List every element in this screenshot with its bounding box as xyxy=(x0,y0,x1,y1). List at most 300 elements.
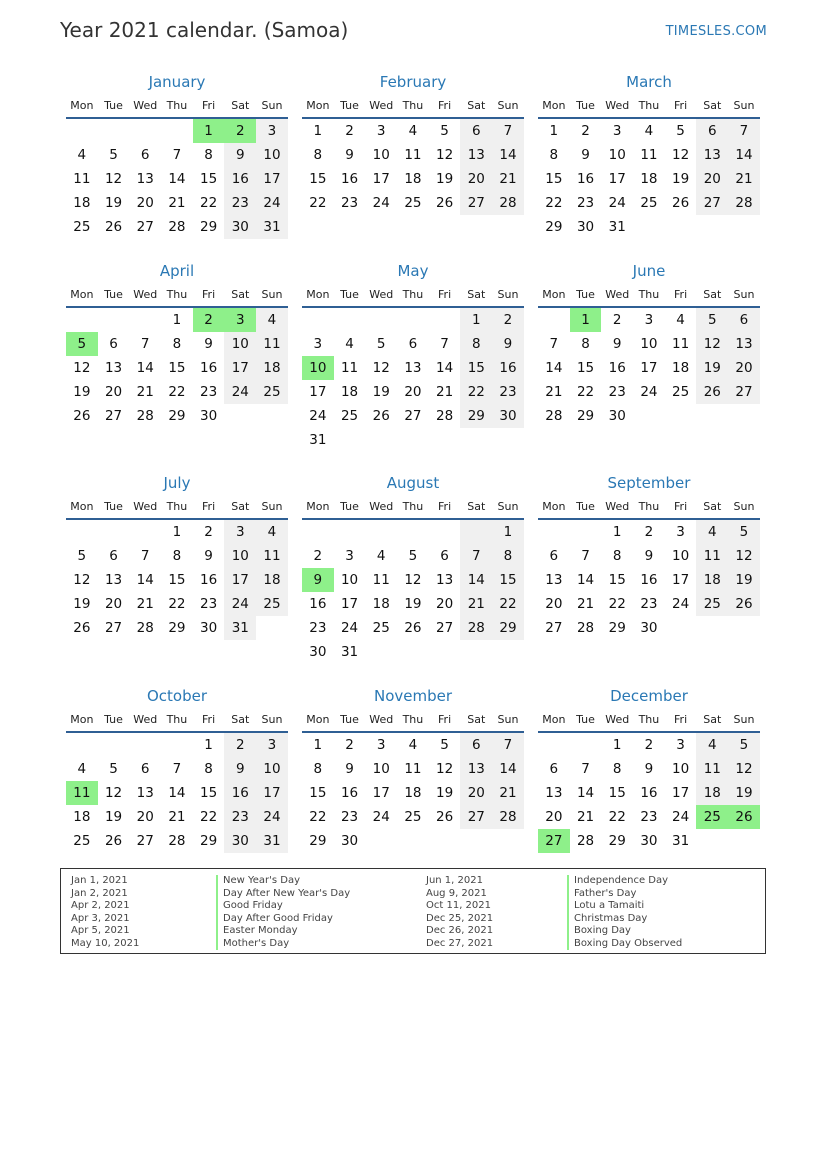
holiday-day-cell: 5 xyxy=(66,332,98,356)
holiday-date: Aug 9, 2021 xyxy=(426,887,487,899)
holiday-date: Dec 26, 2021 xyxy=(426,925,494,936)
day-cell: 31 xyxy=(340,644,359,660)
day-cell: 16 xyxy=(200,360,218,376)
day-cell: 30 xyxy=(309,644,327,660)
day-cell: 14 xyxy=(168,785,186,801)
month-november xyxy=(302,686,524,886)
day-grid xyxy=(66,520,288,640)
weekday-label: Mon xyxy=(70,98,94,112)
day-cell: 15 xyxy=(460,356,492,380)
day-cell: 8 xyxy=(204,761,213,777)
day-cell: 19 xyxy=(73,596,91,612)
day-cell: 18 xyxy=(340,384,359,400)
day-cell: 9 xyxy=(612,336,622,352)
holiday-date: Dec 27, 2021 xyxy=(426,937,494,949)
month-name: September xyxy=(607,474,691,492)
day-cell: 19 xyxy=(73,384,91,400)
day-cell: 6 xyxy=(140,147,150,163)
day-cell: 17 xyxy=(224,568,256,592)
day-cell: 14 xyxy=(136,360,154,376)
day-cell: 25 xyxy=(404,195,422,211)
day-cell: 3 xyxy=(676,524,685,540)
day-cell: 15 xyxy=(309,785,327,801)
month-name: December xyxy=(610,687,688,705)
weekday-label: Wed xyxy=(133,98,158,112)
day-cell: 19 xyxy=(696,356,728,380)
day-cell: 14 xyxy=(492,757,524,781)
weekday-label: Mon xyxy=(306,712,330,726)
holiday-day-cell: 26 xyxy=(728,805,760,829)
day-cell: 21 xyxy=(576,596,595,612)
weekday-label: Mon xyxy=(542,499,566,513)
day-cell: 17 xyxy=(672,785,690,801)
weekday-label: Sat xyxy=(467,287,486,301)
weekday-label: Sat xyxy=(467,712,486,726)
day-cell: 4 xyxy=(77,761,87,777)
weekday-label: Thu xyxy=(402,712,424,726)
day-cell: 12 xyxy=(672,147,690,163)
day-cell: 22 xyxy=(168,596,186,612)
day-grid xyxy=(538,308,760,428)
day-cell: 6 xyxy=(140,761,150,777)
day-cell: 3 xyxy=(345,548,354,564)
empty-cell xyxy=(129,119,161,143)
day-cell: 11 xyxy=(404,761,422,777)
day-cell: 22 xyxy=(200,195,218,211)
weekday-header xyxy=(66,494,288,520)
day-cell: 29 xyxy=(608,620,626,636)
empty-cell xyxy=(161,733,193,757)
day-cell: 27 xyxy=(104,620,123,636)
weekday-label: Fri xyxy=(202,98,216,112)
month-december xyxy=(538,686,760,886)
holiday-date: Oct 11, 2021 xyxy=(426,900,491,911)
day-cell: 4 xyxy=(376,548,386,564)
weekday-label: Thu xyxy=(402,499,424,513)
weekday-label: Thu xyxy=(638,287,660,301)
day-cell: 3 xyxy=(644,312,654,328)
empty-cell xyxy=(429,308,461,332)
day-cell: 9 xyxy=(644,548,654,564)
weekday-label: Fri xyxy=(674,499,688,513)
weekday-label: Fri xyxy=(438,287,452,301)
day-cell: 30 xyxy=(640,620,658,636)
day-cell: 10 xyxy=(608,147,626,163)
holiday-list xyxy=(60,868,766,954)
month-name: November xyxy=(373,687,453,705)
day-cell: 25 xyxy=(256,380,288,404)
holiday-date: Jun 1, 2021 xyxy=(426,875,483,886)
day-cell: 23 xyxy=(340,195,359,211)
day-grid xyxy=(302,308,524,452)
day-cell: 13 xyxy=(460,143,492,167)
day-cell: 14 xyxy=(728,143,760,167)
day-cell: 15 xyxy=(168,360,186,376)
day-cell: 13 xyxy=(545,572,563,588)
day-cell: 24 xyxy=(224,592,256,616)
day-cell: 23 xyxy=(340,809,359,825)
weekday-label: Wed xyxy=(605,98,630,112)
weekday-label: Sun xyxy=(733,287,755,301)
day-cell: 23 xyxy=(640,809,658,825)
holiday-name: Mother's Day xyxy=(216,938,350,951)
day-cell: 1 xyxy=(612,737,622,753)
day-cell: 2 xyxy=(581,123,590,139)
day-cell: 2 xyxy=(345,123,354,139)
day-cell: 28 xyxy=(576,833,595,849)
day-cell: 19 xyxy=(436,171,454,187)
weekday-label: Wed xyxy=(369,712,394,726)
day-cell: 13 xyxy=(545,785,563,801)
day-cell: 7 xyxy=(728,119,760,143)
day-cell: 26 xyxy=(728,592,760,616)
day-cell: 20 xyxy=(545,809,563,825)
day-cell: 17 xyxy=(309,384,327,400)
day-cell: 31 xyxy=(672,833,690,849)
day-cell: 17 xyxy=(608,171,626,187)
holiday-name: New Year's Day xyxy=(216,875,350,888)
month-name: July xyxy=(163,474,191,492)
weekday-label: Wed xyxy=(369,287,394,301)
day-cell: 25 xyxy=(404,809,422,825)
weekday-label: Tue xyxy=(576,98,595,112)
day-cell: 26 xyxy=(73,408,91,424)
day-cell: 27 xyxy=(136,833,154,849)
day-cell: 6 xyxy=(549,761,559,777)
day-cell: 25 xyxy=(372,620,390,636)
empty-cell xyxy=(302,308,334,332)
day-cell: 13 xyxy=(436,572,454,588)
weekday-label: Mon xyxy=(542,712,566,726)
day-cell: 6 xyxy=(440,548,449,564)
day-cell: 15 xyxy=(200,171,218,187)
day-cell: 12 xyxy=(104,171,123,187)
day-cell: 16 xyxy=(224,167,256,191)
empty-cell xyxy=(66,119,98,143)
year-calendar xyxy=(66,72,761,886)
day-cell: 11 xyxy=(640,147,658,163)
day-cell: 6 xyxy=(696,119,728,143)
day-cell: 12 xyxy=(372,360,390,376)
holiday-day-cell: 3 xyxy=(224,308,256,332)
day-cell: 5 xyxy=(728,520,760,544)
weekday-label: Sat xyxy=(703,499,722,513)
day-cell: 23 xyxy=(224,191,256,215)
weekday-label: Tue xyxy=(576,287,595,301)
weekday-label: Thu xyxy=(638,712,660,726)
weekday-label: Fri xyxy=(438,712,452,726)
day-cell: 7 xyxy=(140,548,150,564)
day-cell: 5 xyxy=(440,123,449,139)
day-cell: 5 xyxy=(109,761,118,777)
day-cell: 11 xyxy=(73,171,91,187)
day-cell: 26 xyxy=(372,408,390,424)
day-cell: 10 xyxy=(640,336,658,352)
empty-cell xyxy=(98,308,130,332)
day-cell: 21 xyxy=(728,167,760,191)
day-cell: 9 xyxy=(581,147,590,163)
day-cell: 26 xyxy=(104,219,123,235)
day-cell: 1 xyxy=(549,123,559,139)
day-cell: 18 xyxy=(372,596,390,612)
day-grid xyxy=(302,119,524,215)
weekday-label: Mon xyxy=(70,499,94,513)
day-cell: 6 xyxy=(408,336,418,352)
holiday-date: Jan 1, 2021 xyxy=(71,875,128,886)
day-cell: 4 xyxy=(256,308,288,332)
month-april xyxy=(66,261,288,473)
day-cell: 8 xyxy=(172,548,182,564)
day-cell: 10 xyxy=(256,143,288,167)
weekday-label: Sun xyxy=(497,712,519,726)
day-cell: 4 xyxy=(676,312,685,328)
day-cell: 5 xyxy=(109,147,118,163)
empty-cell xyxy=(570,733,602,757)
day-cell: 4 xyxy=(77,147,87,163)
day-cell: 30 xyxy=(640,833,658,849)
weekday-label: Thu xyxy=(402,287,424,301)
day-cell: 13 xyxy=(404,360,422,376)
holiday-day-cell: 9 xyxy=(302,568,334,592)
day-cell: 29 xyxy=(200,219,218,235)
empty-cell xyxy=(570,520,602,544)
weekday-label: Sun xyxy=(497,287,519,301)
day-cell: 31 xyxy=(224,616,256,640)
weekday-label: Thu xyxy=(166,98,188,112)
day-cell: 1 xyxy=(612,524,622,540)
day-cell: 3 xyxy=(256,119,288,143)
day-cell: 28 xyxy=(545,408,563,424)
weekday-label: Sun xyxy=(733,98,755,112)
day-cell: 16 xyxy=(200,572,218,588)
weekday-label: Fri xyxy=(674,712,688,726)
day-cell: 31 xyxy=(608,219,626,235)
day-cell: 22 xyxy=(545,195,563,211)
day-cell: 15 xyxy=(168,572,186,588)
day-cell: 10 xyxy=(672,548,690,564)
day-cell: 10 xyxy=(372,147,390,163)
day-cell: 22 xyxy=(608,596,626,612)
day-cell: 5 xyxy=(696,308,728,332)
day-cell: 4 xyxy=(256,520,288,544)
day-cell: 20 xyxy=(696,167,728,191)
empty-cell xyxy=(397,520,429,544)
holiday-date: Apr 3, 2021 xyxy=(71,912,130,924)
holiday-date: Apr 5, 2021 xyxy=(71,925,130,936)
holiday-day-cell: 27 xyxy=(538,829,570,853)
day-cell: 29 xyxy=(492,616,524,640)
page-title: Year 2021 calendar. (Samoa) xyxy=(60,18,349,42)
holiday-day-cell: 11 xyxy=(66,781,98,805)
holiday-name: Good Friday xyxy=(216,900,350,913)
month-october xyxy=(66,686,288,886)
holiday-day-cell: 2 xyxy=(193,308,225,332)
day-cell: 12 xyxy=(104,785,123,801)
day-cell: 14 xyxy=(545,360,563,376)
weekday-header xyxy=(302,282,524,308)
day-cell: 19 xyxy=(436,785,454,801)
day-cell: 14 xyxy=(492,143,524,167)
day-cell: 7 xyxy=(549,336,559,352)
day-cell: 23 xyxy=(608,384,626,400)
weekday-label: Tue xyxy=(340,499,359,513)
holiday-date: Dec 25, 2021 xyxy=(426,912,494,924)
day-cell: 30 xyxy=(492,404,524,428)
day-cell: 29 xyxy=(168,408,186,424)
day-cell: 1 xyxy=(492,520,524,544)
day-cell: 27 xyxy=(696,191,728,215)
weekday-label: Thu xyxy=(166,712,188,726)
day-cell: 12 xyxy=(73,572,91,588)
day-cell: 8 xyxy=(460,332,492,356)
weekday-header xyxy=(302,494,524,520)
day-cell: 28 xyxy=(168,219,186,235)
day-cell: 5 xyxy=(728,733,760,757)
day-cell: 21 xyxy=(136,384,154,400)
day-cell: 29 xyxy=(576,408,595,424)
weekday-header xyxy=(538,707,760,733)
month-name: January xyxy=(148,73,206,91)
weekday-label: Mon xyxy=(306,287,330,301)
day-cell: 8 xyxy=(549,147,559,163)
weekday-label: Sun xyxy=(261,98,283,112)
weekday-label: Fri xyxy=(202,712,216,726)
day-cell: 21 xyxy=(545,384,563,400)
weekday-label: Mon xyxy=(306,98,330,112)
month-february xyxy=(302,72,524,261)
weekday-label: Tue xyxy=(340,712,359,726)
month-august xyxy=(302,473,524,686)
day-cell: 27 xyxy=(104,408,123,424)
day-cell: 3 xyxy=(313,336,323,352)
day-cell: 30 xyxy=(224,829,256,853)
weekday-label: Mon xyxy=(542,98,566,112)
day-cell: 28 xyxy=(136,620,154,636)
weekday-label: Tue xyxy=(576,712,595,726)
weekday-label: Mon xyxy=(70,287,94,301)
weekday-label: Mon xyxy=(542,287,566,301)
weekday-label: Wed xyxy=(133,287,158,301)
day-cell: 10 xyxy=(224,332,256,356)
day-cell: 30 xyxy=(340,833,359,849)
day-cell: 31 xyxy=(256,829,288,853)
weekday-label: Sun xyxy=(497,98,519,112)
day-cell: 6 xyxy=(549,548,559,564)
day-cell: 25 xyxy=(672,384,690,400)
day-cell: 15 xyxy=(545,171,563,187)
day-cell: 24 xyxy=(309,408,327,424)
day-cell: 11 xyxy=(404,147,422,163)
weekday-label: Sat xyxy=(703,98,722,112)
day-cell: 19 xyxy=(672,171,690,187)
day-cell: 14 xyxy=(576,785,595,801)
holiday-name: Day After Good Friday xyxy=(216,913,350,926)
day-cell: 22 xyxy=(460,380,492,404)
empty-cell xyxy=(66,733,98,757)
month-name: April xyxy=(159,262,195,280)
day-cell: 1 xyxy=(172,312,182,328)
day-cell: 18 xyxy=(73,195,91,211)
day-cell: 1 xyxy=(460,308,492,332)
day-cell: 7 xyxy=(440,336,449,352)
weekday-label: Fri xyxy=(438,499,452,513)
day-cell: 14 xyxy=(460,568,492,592)
day-cell: 1 xyxy=(172,524,182,540)
day-cell: 8 xyxy=(492,544,524,568)
day-cell: 12 xyxy=(728,544,760,568)
day-cell: 19 xyxy=(728,781,760,805)
month-name: February xyxy=(379,73,447,91)
day-cell: 24 xyxy=(372,195,390,211)
weekday-label: Tue xyxy=(104,287,123,301)
day-cell: 9 xyxy=(224,143,256,167)
holiday-day-cell: 1 xyxy=(193,119,225,143)
day-cell: 10 xyxy=(256,757,288,781)
day-cell: 22 xyxy=(309,809,327,825)
day-cell: 21 xyxy=(460,592,492,616)
weekday-label: Sat xyxy=(467,499,486,513)
day-cell: 26 xyxy=(436,809,454,825)
day-cell: 18 xyxy=(73,809,91,825)
day-cell: 23 xyxy=(640,596,658,612)
empty-cell xyxy=(538,520,570,544)
weekday-label: Tue xyxy=(104,98,123,112)
day-cell: 17 xyxy=(340,596,359,612)
day-cell: 30 xyxy=(576,219,595,235)
holiday-dates-column-2 xyxy=(426,875,493,950)
day-cell: 17 xyxy=(372,171,390,187)
day-cell: 2 xyxy=(204,524,213,540)
weekday-label: Sun xyxy=(733,499,755,513)
brand-link[interactable]: TIMESLES.COM xyxy=(665,24,767,39)
day-cell: 28 xyxy=(576,620,595,636)
empty-cell xyxy=(334,520,366,544)
day-grid xyxy=(538,520,760,640)
month-name: May xyxy=(397,262,429,280)
weekday-label: Tue xyxy=(340,98,359,112)
month-name: June xyxy=(632,262,666,280)
day-cell: 2 xyxy=(313,548,323,564)
day-cell: 10 xyxy=(224,544,256,568)
day-cell: 8 xyxy=(612,548,622,564)
day-cell: 8 xyxy=(313,761,323,777)
weekday-header xyxy=(302,707,524,733)
day-cell: 23 xyxy=(309,620,327,636)
weekday-label: Sun xyxy=(261,712,283,726)
day-cell: 28 xyxy=(492,805,524,829)
day-cell: 3 xyxy=(612,123,622,139)
empty-cell xyxy=(129,308,161,332)
day-cell: 30 xyxy=(224,215,256,239)
weekday-label: Fri xyxy=(438,98,452,112)
day-cell: 7 xyxy=(492,119,524,143)
day-grid xyxy=(538,119,760,239)
day-cell: 21 xyxy=(492,781,524,805)
empty-cell xyxy=(334,308,366,332)
weekday-header xyxy=(538,282,760,308)
day-cell: 4 xyxy=(408,123,418,139)
weekday-label: Sun xyxy=(261,287,283,301)
day-cell: 13 xyxy=(104,572,123,588)
holiday-names-column-1 xyxy=(216,875,350,950)
day-cell: 16 xyxy=(340,785,359,801)
day-cell: 9 xyxy=(204,336,213,352)
day-cell: 21 xyxy=(168,809,186,825)
day-cell: 31 xyxy=(309,432,327,448)
weekday-label: Sat xyxy=(231,499,250,513)
weekday-label: Wed xyxy=(605,499,630,513)
month-name: October xyxy=(146,687,208,705)
